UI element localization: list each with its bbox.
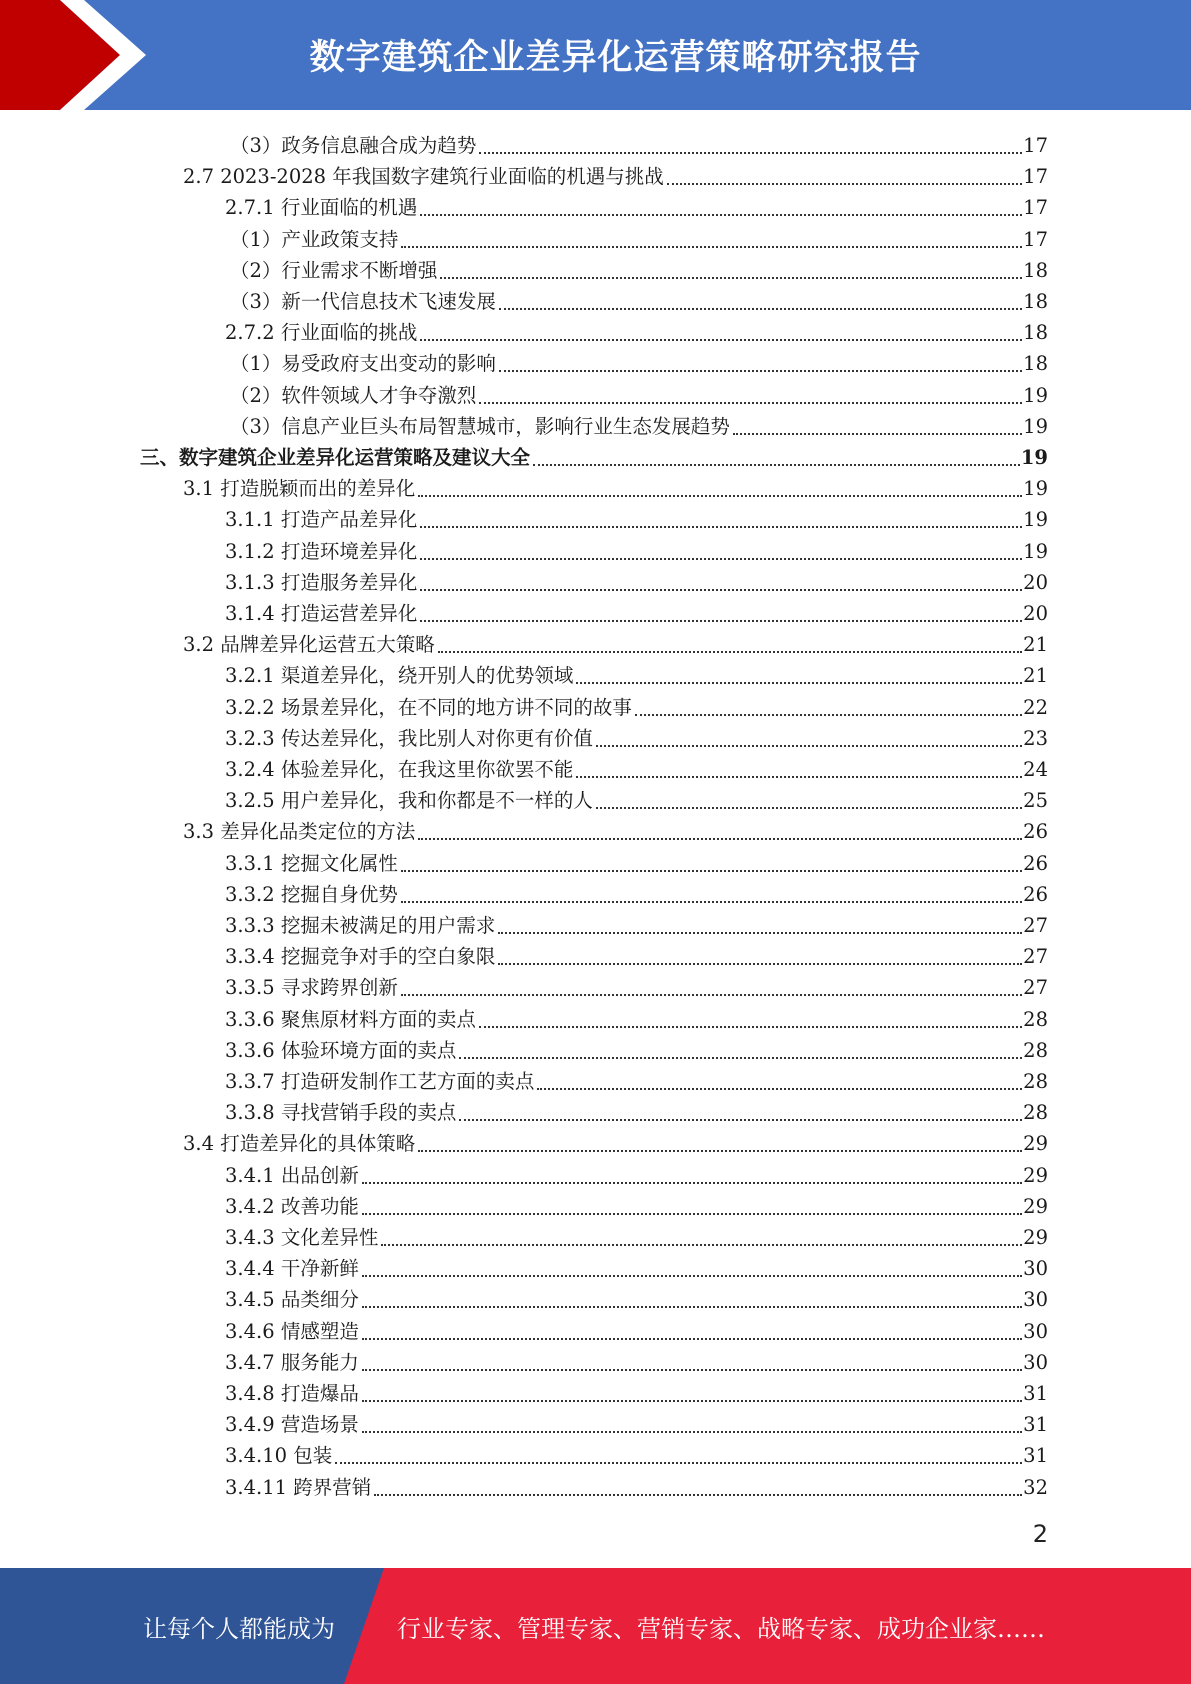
toc-entry[interactable]	[230, 283, 1048, 314]
toc-entry-title: 3.1.3 打造服务差异化	[225, 570, 418, 594]
toc-entry-title: 3.4.7 服务能力	[225, 1350, 359, 1374]
toc-leader-dots	[401, 866, 1022, 872]
toc-entry-page: 27	[1023, 976, 1048, 1000]
toc-entry[interactable]	[225, 907, 1048, 938]
toc-leader-dots	[459, 1115, 1022, 1121]
toc-entry-page: 17	[1023, 165, 1048, 189]
toc-entry-page: 30	[1023, 1319, 1048, 1343]
toc-entry[interactable]	[230, 221, 1048, 252]
toc-entry[interactable]	[225, 1281, 1048, 1312]
toc-entry-page: 18	[1023, 352, 1048, 376]
toc-entry-title: 3.2.4 体验差异化，在我这里你欲罢不能	[225, 758, 574, 781]
toc-entry[interactable]	[183, 813, 1048, 844]
toc-leader-dots	[596, 803, 1022, 809]
toc-leader-dots	[459, 1053, 1022, 1059]
toc-entry-page: 28	[1023, 1070, 1048, 1093]
toc-entry-title: 3.2.3 传达差异化，我比别人对你更有价值	[225, 726, 593, 750]
toc-entry-page: 30	[1023, 1288, 1048, 1312]
toc-entry-title: 3.4.9 营造场景	[225, 1413, 359, 1437]
toc-entry[interactable]	[225, 1375, 1048, 1406]
toc-leader-dots	[420, 335, 1022, 341]
toc-entry-page: 20	[1023, 602, 1048, 625]
toc-entry-title: 3.3.3 挖掘未被满足的用户需求	[225, 914, 496, 937]
toc-leader-dots	[420, 522, 1022, 528]
toc-entry-page: 29	[1023, 1132, 1048, 1156]
toc-entry-page: 19	[1023, 414, 1048, 438]
toc-entry-title: 3.1.4 打造运营差异化	[225, 602, 418, 625]
toc-leader-dots	[499, 304, 1022, 310]
toc-leader-dots	[479, 1022, 1022, 1028]
toc-entry-page: 26	[1023, 882, 1048, 906]
toc-entry-title: 3.1.1 打造产品差异化	[225, 508, 418, 532]
toc-entry-page: 18	[1023, 290, 1048, 313]
toc-entry-page: 19	[1023, 477, 1048, 501]
toc-entry-page: 29	[1023, 1163, 1048, 1187]
page-header	[0, 0, 1191, 110]
toc-entry-title: 3.4.2 改善功能	[225, 1194, 359, 1218]
toc-leader-dots	[420, 616, 1022, 622]
page-number: 2	[1032, 1520, 1048, 1548]
toc-leader-dots	[596, 741, 1022, 747]
page-footer	[0, 1568, 1191, 1684]
toc-entry[interactable]	[230, 345, 1048, 376]
toc-entry-title: 3.4.5 品类细分	[225, 1288, 359, 1312]
toc-leader-dots	[362, 1427, 1022, 1433]
toc-entry[interactable]	[225, 1250, 1048, 1281]
toc-entry[interactable]	[225, 595, 1048, 626]
toc-entry[interactable]	[225, 1469, 1048, 1500]
toc-leader-dots	[374, 1490, 1022, 1496]
toc-entry-page: 18	[1023, 321, 1048, 345]
toc-entry-page: 30	[1023, 1257, 1048, 1281]
toc-entry[interactable]	[225, 782, 1048, 813]
toc-entry-title: （3）政务信息融合成为趋势	[230, 134, 477, 157]
toc-entry[interactable]	[230, 377, 1048, 408]
toc-leader-dots	[667, 179, 1022, 185]
toc-entry-title: 三、数字建筑企业差异化运营策略及建议大全	[140, 446, 531, 469]
toc-leader-dots	[362, 1178, 1022, 1184]
toc-entry-page: 17	[1023, 196, 1048, 220]
toc-entry[interactable]	[225, 751, 1048, 782]
toc-entry-title: 3.3.5 寻求跨界创新	[225, 976, 398, 1000]
toc-entry-title: 2.7 2023-2028 年我国数字建筑行业面临的机遇与挑战	[183, 165, 664, 189]
toc-leader-dots	[418, 834, 1022, 840]
toc-entry-title: （3）信息产业巨头布局智慧城市，影响行业生态发展趋势	[230, 414, 730, 438]
toc-leader-dots	[362, 1396, 1022, 1402]
toc-entry-page: 17	[1023, 134, 1048, 157]
toc-entry-page: 28	[1023, 1101, 1048, 1125]
toc-leader-dots	[335, 1458, 1022, 1464]
toc-leader-dots	[401, 990, 1022, 996]
toc-entry-page: 25	[1023, 789, 1048, 813]
toc-entry[interactable]	[225, 1406, 1048, 1437]
toc-entry-title: （1）易受政府支出变动的影响	[230, 352, 496, 376]
toc-entry-title: 3.4.11 跨界营销	[225, 1475, 372, 1499]
toc-entry[interactable]	[225, 1437, 1048, 1468]
toc-leader-dots	[440, 273, 1022, 279]
toc-entry-title: 3.2.1 渠道差异化，绕开别人的优势领域	[225, 664, 574, 688]
toc-leader-dots	[362, 1302, 1022, 1308]
toc-entry-title: 3.2.2 场景差异化，在不同的地方讲不同的故事	[225, 695, 632, 719]
toc-entry[interactable]	[225, 689, 1048, 720]
toc-entry-title: 3.3.8 寻找营销手段的卖点	[225, 1101, 457, 1125]
toc-entry[interactable]	[230, 408, 1048, 439]
toc-leader-dots	[498, 959, 1022, 965]
toc-leader-dots	[418, 1146, 1022, 1152]
toc-entry[interactable]	[225, 501, 1048, 532]
toc-leader-dots	[576, 772, 1022, 778]
toc-entry[interactable]	[183, 1125, 1048, 1156]
toc-entry-page: 19	[1023, 539, 1048, 563]
toc-entry-page: 19	[1023, 383, 1048, 407]
toc-leader-dots	[537, 1084, 1022, 1090]
toc-entry[interactable]	[225, 1094, 1048, 1125]
toc-entry[interactable]	[225, 314, 1048, 345]
toc-entry-page: 21	[1023, 664, 1048, 688]
toc-leader-dots	[733, 429, 1022, 435]
toc-entry[interactable]	[140, 439, 1048, 470]
toc-entry-page: 20	[1023, 570, 1048, 594]
toc-entry-title: 2.7.1 行业面临的机遇	[225, 196, 418, 220]
toc-entry-page: 17	[1023, 227, 1048, 251]
toc-entry[interactable]	[225, 533, 1048, 564]
toc-leader-dots	[438, 647, 1022, 653]
toc-entry[interactable]	[225, 189, 1048, 220]
toc-leader-dots	[576, 678, 1022, 684]
toc-leader-dots	[362, 1271, 1022, 1277]
toc-entry[interactable]	[225, 564, 1048, 595]
toc-entry[interactable]	[225, 1001, 1048, 1032]
toc-entry-page: 29	[1023, 1226, 1048, 1249]
toc-entry-title: 3.3.6 聚焦原材料方面的卖点	[225, 1007, 476, 1031]
toc-entry-title: （2）行业需求不断增强	[230, 258, 438, 282]
toc-entry-page: 26	[1023, 851, 1048, 875]
toc-entry-title: 3.3.2 挖掘自身优势	[225, 882, 398, 906]
toc-entry[interactable]	[230, 252, 1048, 283]
toc-entry[interactable]	[183, 470, 1048, 501]
toc-entry-title: 2.7.2 行业面临的挑战	[225, 321, 418, 345]
toc-entry[interactable]	[225, 1188, 1048, 1219]
toc-entry[interactable]	[225, 1063, 1048, 1094]
toc-entry-title: 3.3.6 体验环境方面的卖点	[225, 1038, 457, 1062]
toc-entry-title: 3.3.7 打造研发制作工艺方面的卖点	[225, 1070, 535, 1093]
toc-entry-page: 31	[1023, 1413, 1048, 1437]
toc-entry-title: 3.3 差异化品类定位的方法	[183, 820, 416, 844]
toc-leader-dots	[479, 148, 1022, 154]
toc-leader-dots	[401, 242, 1022, 248]
toc-leader-dots	[381, 1240, 1022, 1246]
toc-entry-page: 31	[1023, 1382, 1048, 1405]
report-title: 数字建筑企业差异化运营策略研究报告	[309, 38, 922, 78]
toc-leader-dots	[401, 897, 1022, 903]
toc-entry[interactable]	[225, 969, 1048, 1000]
toc-entry-title: 3.3.4 挖掘竞争对手的空白象限	[225, 945, 496, 969]
toc-entry-page: 23	[1023, 726, 1048, 750]
toc-leader-dots	[420, 210, 1022, 216]
toc-entry-title: （1）产业政策支持	[230, 227, 399, 251]
toc-leader-dots	[498, 928, 1022, 934]
toc-entry-page: 27	[1023, 945, 1048, 969]
toc-entry-page: 31	[1023, 1444, 1048, 1468]
toc-entry[interactable]	[183, 158, 1048, 189]
toc-entry-page: 27	[1023, 914, 1048, 937]
toc-entry-page: 32	[1023, 1475, 1048, 1499]
toc-entry[interactable]	[225, 876, 1048, 907]
toc-entry[interactable]	[225, 938, 1048, 969]
toc-entry-title: （2）软件领域人才争夺激烈	[230, 383, 477, 407]
toc-entry[interactable]	[225, 1157, 1048, 1188]
toc-entry-page: 19	[1023, 508, 1048, 532]
toc-entry[interactable]	[230, 127, 1048, 158]
toc-leader-dots	[362, 1334, 1022, 1340]
footer-slogan-left: 让每个人都能成为	[143, 1614, 335, 1643]
toc-leader-dots	[635, 710, 1022, 716]
toc-entry[interactable]	[183, 626, 1048, 657]
toc-entry-page: 22	[1023, 695, 1048, 719]
toc-leader-dots	[362, 1365, 1022, 1371]
footer-slogan-right: 行业专家、管理专家、营销专家、战略专家、成功企业家……	[397, 1614, 1045, 1643]
toc-entry-title: 3.4 打造差异化的具体策略	[183, 1132, 416, 1156]
toc-leader-dots	[362, 1209, 1022, 1215]
toc-leader-dots	[533, 460, 1020, 466]
toc-entry-title: 3.1 打造脱颖而出的差异化	[183, 477, 416, 501]
toc-entry-title: 3.3.1 挖掘文化属性	[225, 851, 398, 875]
toc-entry-title: 3.4.10 包装	[225, 1444, 333, 1468]
toc-entry[interactable]	[225, 1219, 1048, 1250]
toc-entry-page: 30	[1023, 1350, 1048, 1374]
toc-entry-title: 3.1.2 打造环境差异化	[225, 539, 418, 563]
toc-entry-page: 18	[1023, 258, 1048, 282]
toc-entry-title: 3.4.3 文化差异性	[225, 1226, 379, 1249]
toc-entry-title: 3.2 品牌差异化运营五大策略	[183, 633, 435, 657]
toc-entry-page: 29	[1023, 1194, 1048, 1218]
toc-leader-dots	[418, 491, 1022, 497]
toc-entry-page: 26	[1023, 820, 1048, 844]
toc-leader-dots	[420, 554, 1022, 560]
toc-leader-dots	[479, 398, 1022, 404]
toc-entry-title: 3.4.8 打造爆品	[225, 1382, 359, 1405]
toc-entry-page: 24	[1023, 758, 1048, 781]
toc-entry-title: 3.2.5 用户差异化，我和你都是不一样的人	[225, 789, 593, 813]
toc-entry-title: 3.4.6 情感塑造	[225, 1319, 359, 1343]
toc-entry[interactable]	[225, 1032, 1048, 1063]
toc-entry-page: 19	[1020, 446, 1048, 469]
toc-entry[interactable]	[225, 1313, 1048, 1344]
toc-entry-page: 28	[1023, 1038, 1048, 1062]
toc-entry-title: 3.4.1 出品创新	[225, 1163, 359, 1187]
toc-entry[interactable]	[225, 1344, 1048, 1375]
toc-entry[interactable]	[225, 657, 1048, 688]
toc-entry-page: 28	[1023, 1007, 1048, 1031]
toc-entry-page: 21	[1023, 633, 1048, 657]
toc-leader-dots	[499, 366, 1022, 372]
toc-entry-title: 3.4.4 干净新鲜	[225, 1257, 359, 1281]
toc-entry[interactable]	[225, 720, 1048, 751]
toc-entry-title: （3）新一代信息技术飞速发展	[230, 290, 496, 313]
toc-entry[interactable]	[225, 845, 1048, 876]
toc-leader-dots	[420, 585, 1022, 591]
